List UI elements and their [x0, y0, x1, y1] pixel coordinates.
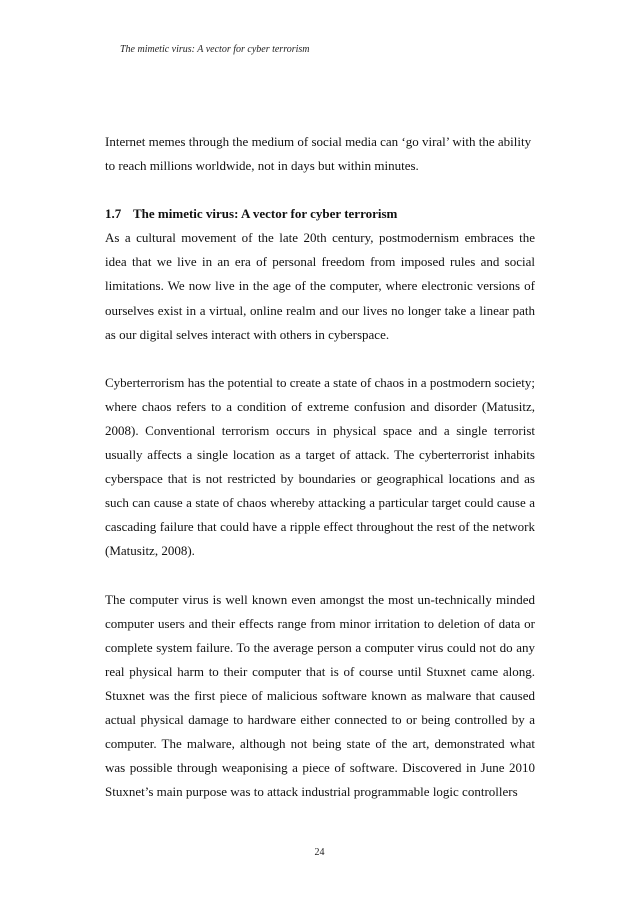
body-paragraph: The computer virus is well known even amongst the most un-technically minded computer users and their effects range from minor irritation to deletion of data or complete system failure. To the average person a computer virus could not do any real physical harm to their computer that is of course until Stuxnet came along. Stuxnet was the first piece of malicious software known as malware that caused actual physical damage to hardware either connected to or being controlled by a computer. The malware, although not being state of the art, demonstrated what was possible through weaponising a piece of software. Discovered in June 2010 Stuxnet’s main purpose was to attack industrial programmable logic controllers: [105, 591, 535, 800]
body-paragraph: As a cultural movement of the late 20th century, postmodernism embraces the idea that we live in an era of personal freedom from imposed rules and social limitations. We now live in the age of the computer, where electronic versions of ourselves exist in a virtual, online realm and our lives no longer take a linear path as our digital selves interact with others in cyberspace.: [105, 230, 535, 342]
section-title: The mimetic virus: A vector for cyber terrorism: [133, 206, 398, 222]
body-paragraph: Cyberterrorism has the potential to create a state of chaos in a postmodern society; where chaos refers to a condition of extreme confusion and disorder (Matusitz, 2008). Conventional terrorism occurs in physical space and a single terrorist usually affects a single location as a target of attack. The cyberterrorist inhabits cyberspace that is not restricted by boundaries or geographical locations and as such can cause a state of chaos whereby attacking a particular target could cause a cascading failure that could have a ripple effect throughout the rest of the network (Matusitz, 2008).: [105, 374, 535, 559]
paragraph-spacer: [105, 178, 535, 202]
paragraph-spacer: [105, 347, 535, 371]
intro-paragraph: Internet memes through the medium of social media can ‘go viral’ with the ability to reach millions worldwide, not in days but within minutes.: [105, 134, 532, 174]
running-header: The mimetic virus: A vector for cyber terrorism: [120, 44, 310, 55]
section-number: 1.7: [105, 206, 122, 222]
section-heading: [105, 202, 535, 226]
page-body: [105, 130, 535, 804]
page-number: 24: [314, 847, 325, 858]
paragraph-spacer: [105, 564, 535, 588]
